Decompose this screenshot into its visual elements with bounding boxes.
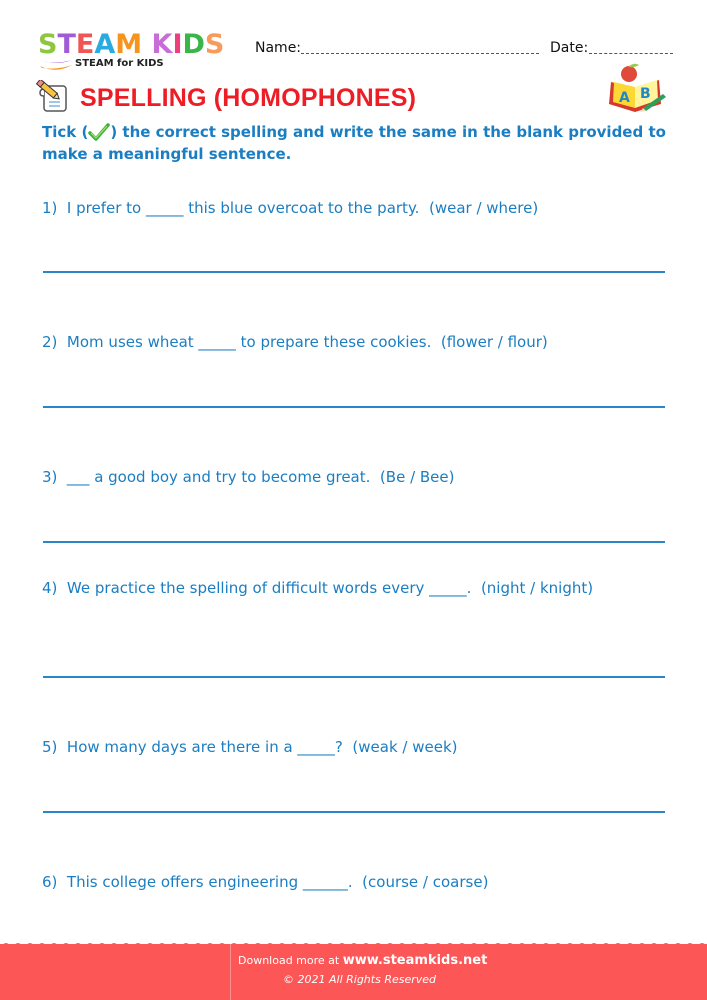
logo-letter: E [75,29,95,60]
logo-subtitle: STEAM for KIDS [75,58,164,69]
footer-url-link[interactable]: www.steamkids.net [342,953,488,968]
question-3: 3) ___ a good boy and try to become great. (Be / Bee) [42,468,455,486]
svg-text:B: B [640,86,651,102]
abc-book-icon [605,60,667,114]
question-5: 5) How many days are there in a _____? (weak / week) [42,738,458,756]
logo-letter: S [204,29,225,60]
svg-text:A: A [619,90,630,106]
footer-divider [230,944,231,1000]
logo-letter: M [115,29,143,60]
instructions-before-tick: Tick ( [42,123,89,141]
logo-wordmark [38,30,224,60]
date-label: Date: [550,40,589,56]
checkmark-icon [88,123,110,141]
footer-download-text [238,953,487,968]
answer-line-2[interactable] [43,406,665,408]
steam-kids-logo [38,30,238,74]
pencil-paper-icon [35,80,71,114]
question-2: 2) Mom uses wheat _____ to prepare these cookies. (flower / flour) [42,333,548,351]
instructions-after-tick: ) the correct spelling and write the same in the blank provided to make a meaningful sentence. [42,123,666,163]
name-field[interactable] [301,53,539,54]
name-label: Name: [255,40,302,56]
question-1: 1) I prefer to _____ this blue overcoat to the party. (wear / where) [42,199,539,217]
worksheet-title: SPELLING (HOMOPHONES) [80,84,417,112]
answer-line-3[interactable] [43,541,665,543]
logo-letter: K [151,29,173,60]
footer-copyright: © 2021 All Rights Reserved [283,973,437,986]
logo-letter [142,30,151,60]
logo-letter: D [182,29,205,60]
footer-download-prefix: Download more at [238,954,343,967]
answer-line-1[interactable] [43,271,665,273]
logo-letter: I [172,29,183,60]
answer-line-5[interactable] [43,811,665,813]
instructions [42,121,682,165]
date-field[interactable] [589,53,673,54]
logo-swoosh-icon [38,58,76,72]
question-4: 4) We practice the spelling of difficult words every _____. (night / knight) [42,579,594,597]
question-6: 6) This college offers engineering ______. (course / coarse) [42,873,489,891]
logo-letter: A [94,29,116,60]
answer-line-4[interactable] [43,676,665,678]
logo-letter: T [57,29,76,60]
logo-letter: S [38,29,58,60]
